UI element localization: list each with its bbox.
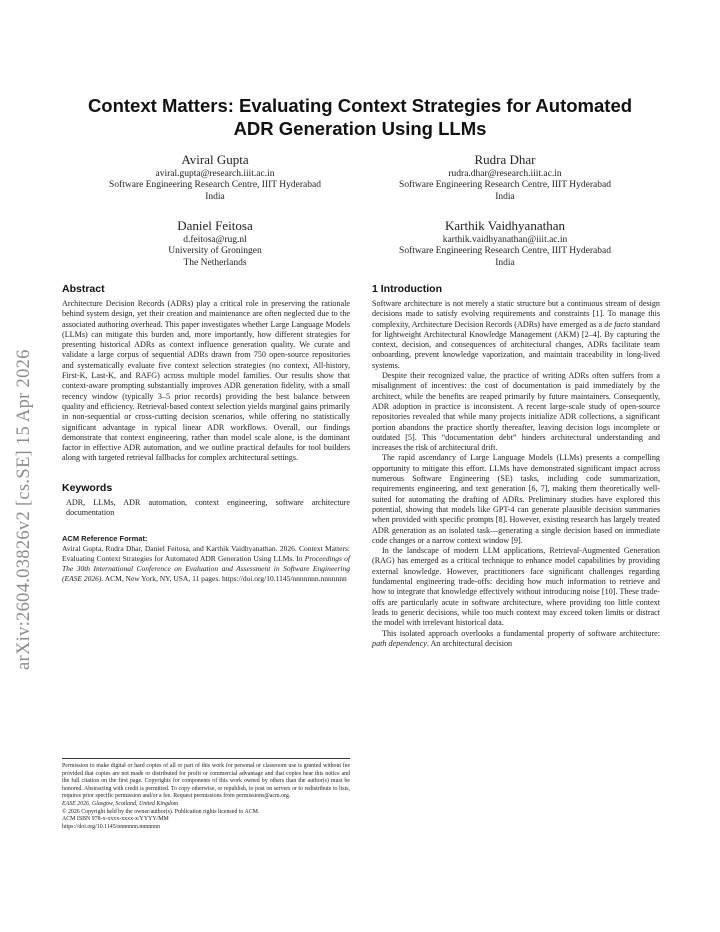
introduction-heading: 1 Introduction (372, 283, 442, 295)
doi-line: https://doi.org/10.1145/nnnnnnn.nnnnnnn (62, 823, 161, 830)
intro-p5-part-a: This isolated approach overlooks a fundamental property of software architecture: (382, 628, 660, 638)
author-email: d.feitosa@rug.nl (183, 235, 247, 245)
author-affiliation: Software Engineering Research Centre, IIIT Hyderabad (399, 180, 611, 191)
acm-reference-heading: ACM Reference Format: (62, 534, 148, 544)
acm-reference-proceedings: Proceedings of The 30th International Conference on Evaluation and Assessment in Software Engineering (EASE 2026). (62, 554, 350, 584)
author-country: India (205, 191, 225, 202)
author-country: India (495, 191, 515, 202)
isbn-line: ACM ISBN 978-x-xxxx-xxxx-x/YYYY/MM (62, 816, 169, 823)
abstract-text: Architecture Decision Records (ADRs) play a critical role in preserving the rationale behind system design, yet their creation and maintenance are often neglected due to the associated authoring overhead. This paper investigates whether Large Language Models (LLMs) can mitigate this burden and, more importantly, how different strategies for presenting historical ADRs as context influence generation quality. We curate and validate a large corpus of sequential ADRs drawn from 750 open-source repositories and systematically evaluate five context selection strategies (no context, All-history, First-K, Last-K, and RAFG) across multiple model families. Our results show that context-aware prompting substantially improves ADR generation fidelity, with a small recency window (typically 3–5 prior records) providing the best balance between quality and efficiency. Retrieval-based context selection yields marginal gains primarily in non-sequential or cross-cutting decision scenarios, while offering no statistically significant advantage in typical linear ADR workflows. Overall, our findings demonstrate that context engineering, rather than model scale alone, is the dominant factor in effective ADR automation, and we outline practical defaults for tool builders along with targeted retrieval fallbacks for complex architectural settings. (62, 299, 350, 463)
permission-text: Permission to make digital or hard copies of all or part of this work for personal or classroom use is granted without fee provided that copies are not made or distributed for profit or commercial advantage and that copies bear this notice and the full citation on the first page. Copyrights for components of this work owned by others than the author(s) must be honored. Abstracting with credit is permitted. To copy otherwise, or republish, to post on servers or to redistribute to lists, requires prior specific permission and/or a fee. Request permissions from permissions@acm.org. (62, 763, 350, 800)
intro-paragraph-3: The rapid ascendancy of Large Language Models (LLMs) presents a compelling opportunity to mitigate this effort. LLMs have demonstrated significant impact across numerous Software Engineering (SE) tasks, including code summarization, requirements engineering, and text generation [6, 7], making them theoretically well-suited for automating the drafting of ADRs. Preliminary studies have explored this potential, showing that models like GPT-4 can generate plausible decision summaries when provided with specific prompts [8]. However, existing research has largely treated ADR generation as an isolated task—generating a single decision based on immediate code changes or a narrow context window [9]. (372, 453, 660, 545)
author-name: Daniel Feitosa (177, 218, 253, 233)
paper-title (40, 94, 680, 140)
intro-paragraph-5 (372, 629, 660, 650)
author-name: Karthik Vaidhyanathan (445, 218, 565, 233)
title-line-2: ADR Generation Using LLMs (233, 118, 487, 139)
intro-p5-part-b: . An architectural decision (426, 638, 513, 648)
author-affiliation: University of Groningen (168, 246, 262, 257)
author-country: India (495, 257, 515, 268)
intro-p5-italic: path dependency (372, 638, 427, 648)
author-email: karthik.vaidhyanathan@iiit.ac.in (442, 235, 568, 245)
right-column (372, 283, 660, 649)
acm-reference-text (62, 544, 350, 584)
abstract-heading: Abstract (62, 283, 105, 295)
intro-paragraph-2: Despite their recognized value, the practice of writing ADRs often suffers from a misalignment of incentives: the cost of documentation is paid immediately by the architect, while the benefits are reaped primarily by future maintainers. Consequently, ADR adoption in practice is inconsistent. A recent large-scale study of open-source repositories revealed that while many projects initialize ADR collections, a significant portion abandons the practice shortly thereafter, leaving decision logs incomplete or outdated [5]. This “documentation debt” hinders architectural understanding and increases the risk of architectural drift. (372, 371, 660, 453)
author-block-3 (82, 218, 348, 269)
intro-p1-italic: de facto (604, 319, 631, 329)
intro-p1-part-a: Software architecture is not merely a static structure but a continuous stream of design decisions made to satisfy evolving requirements and constraints [1]. To manage this complexity, Architecture Decision Records (ADRs) have emerged as a (372, 299, 660, 329)
arxiv-identifier: arXiv:2604.03826v2 [cs.SE] 15 Apr 2026 (14, 349, 34, 670)
keywords-heading: Keywords (62, 481, 113, 494)
intro-p1-part-b: standard for lightweight Architectural Knowledge Management (AKM) [2–4]. By capturing the context, decision, and consequences of architectural changes, ADRs facilitate team onboarding, prevent knowledge vaporization, and maintain traceability in long-lived systems. (372, 319, 660, 370)
author-block-2 (372, 152, 638, 203)
author-affiliation: Software Engineering Research Centre, IIIT Hyderabad (399, 246, 611, 257)
author-country: The Netherlands (183, 257, 247, 268)
author-email: aviral.gupta@research.iiit.ac.in (155, 169, 275, 179)
acm-reference-part-1: Aviral Gupta, Rudra Dhar, Daniel Feitosa, and Karthik Vaidhyanathan. 2026. Context Matters: Evaluating Context Strategies for Automated ADR Generation Using LLMs. In (62, 544, 350, 564)
keywords-text: ADR, LLMs, ADR automation, context engineering, software architecture documentation (66, 497, 350, 518)
author-name: Aviral Gupta (181, 152, 249, 167)
author-block-4 (372, 218, 638, 269)
acm-reference-part-2: ACM, New York, NY, USA, 11 pages. https://doi.org/10.1145/nnnnnnn.nnnnnnn (103, 574, 347, 584)
author-block-1 (82, 152, 348, 203)
author-affiliation: Software Engineering Research Centre, IIIT Hyderabad (109, 180, 321, 191)
intro-paragraph-1 (372, 299, 660, 371)
copyright-line: © 2026 Copyright held by the owner/author(s). Publication rights licensed to ACM. (62, 808, 260, 815)
author-name: Rudra Dhar (474, 152, 536, 167)
intro-paragraph-4: In the landscape of modern LLM applications, Retrieval-Augmented Generation (RAG) has emerged as a critical technique to enhance model capabilities by providing external knowledge. However, practitioners face significant challenges regarding fundamental engineering trade-offs: deciding how much information to retrieve and how to integrate that knowledge effectively without introducing noise [10]. These trade-offs are particularly acute in software architecture, where providing too little context leads to generic decisions, while too much context may exceed token limits or distract the model with irrelevant historical data. (372, 546, 660, 628)
permission-footnote (62, 758, 350, 831)
author-email: rudra.dhar@research.iiit.ac.in (448, 169, 562, 179)
left-column (62, 283, 350, 584)
title-line-1: Context Matters: Evaluating Context Strategies for Automated (87, 95, 633, 116)
conference-line: EASE 2026, Glasgow, Scotland, United Kingdom (62, 800, 179, 807)
